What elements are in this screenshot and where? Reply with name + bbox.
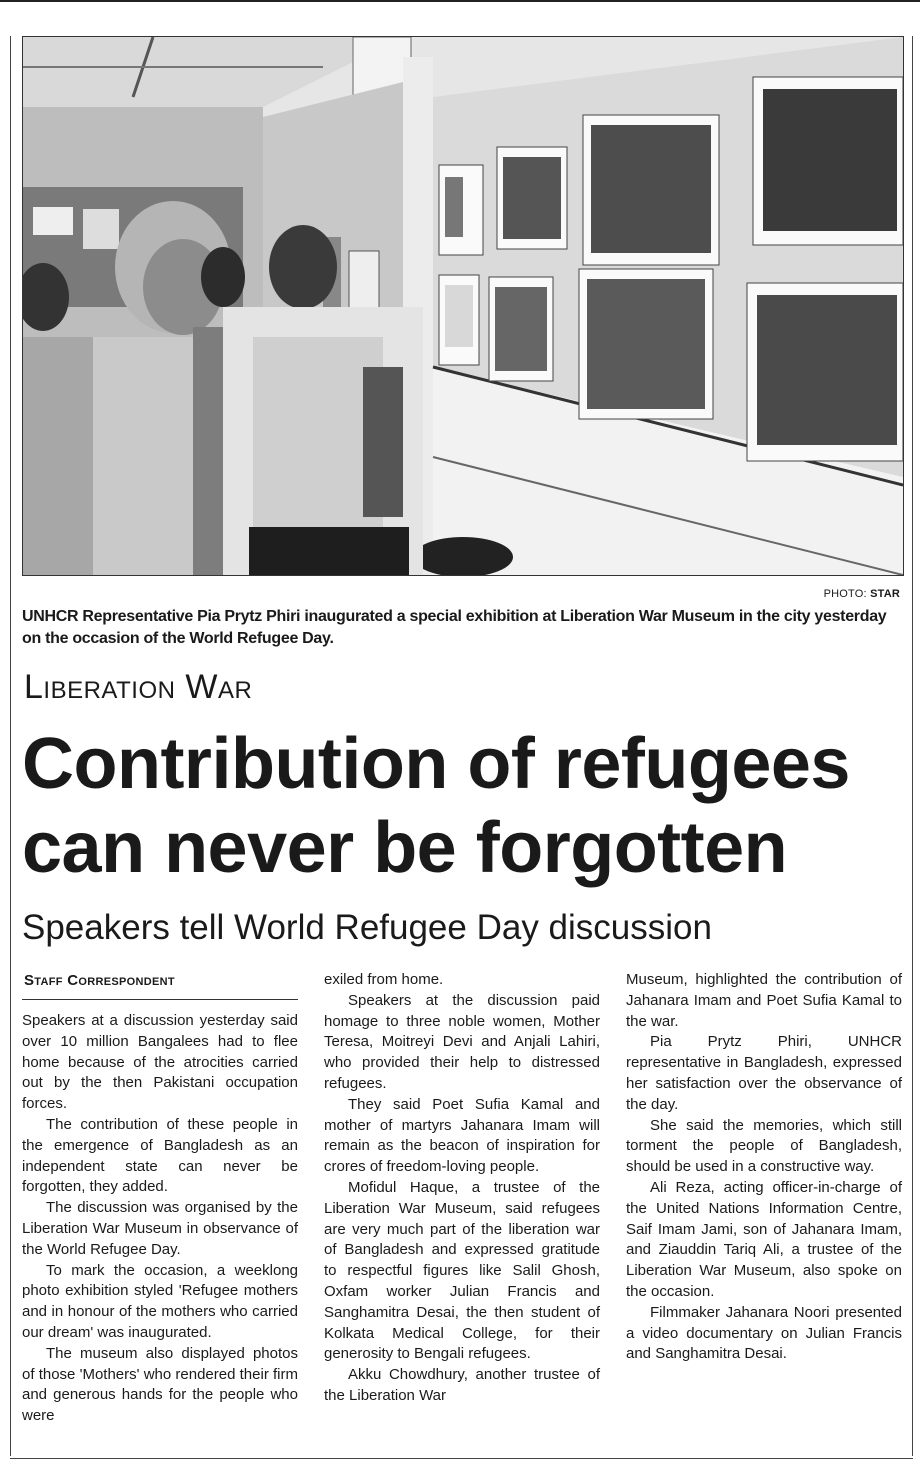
- paragraph: Speakers at a discussion yesterday said over 10 million Bangalees had to flee home because of the atrocities carried out by the then Pakistani occupation forces.: [22, 1012, 298, 1113]
- photo-credit: PHOTO: STAR: [823, 588, 900, 600]
- exhibition-photo-illustration: [23, 37, 903, 575]
- paragraph: Speakers at the discussion paid homage to three noble women, Mother Teresa, Moitreyi Devi and Anjali Lahiri, who provided their help to distressed refugees.: [324, 991, 600, 1092]
- article-column-2: [324, 970, 600, 1407]
- paragraph: She said the memories, which still torment the people of Bangladesh, should be used in a constructive way.: [626, 1116, 902, 1176]
- top-rule: [0, 0, 920, 2]
- left-column-rule: [10, 36, 11, 1456]
- paragraph: The contribution of these people in the emergence of Bangladesh as an independent state can never be forgotten, they added.: [22, 1115, 298, 1196]
- paragraph: Akku Chowdhury, another trustee of the Liberation War: [324, 1366, 600, 1404]
- byline-rule: [22, 999, 298, 1000]
- article-column-3: [626, 970, 902, 1365]
- paragraph: The discussion was organised by the Liberation War Museum in observance of the World Refugee Day.: [22, 1199, 298, 1258]
- paragraph: Mofidul Haque, a trustee of the Liberation War Museum, said refugees are very much part of the liberation war of Bangladesh and expressed gratitude to respectful figures like Salil Ghosh, Oxfam worker Julian Francis and Sanghamitra Desai, the then student of Kolkata Medical College, for their generosity to Bengali refugees.: [324, 1178, 600, 1363]
- paragraph: The museum also displayed photos of those 'Mothers' who rendered their firm and generous hands for the people who were: [22, 1344, 298, 1425]
- paragraph: Museum, highlighted the contribution of Jahanara Imam and Poet Sufia Kamal to the war.: [626, 971, 902, 1030]
- subheadline: Speakers tell World Refugee Day discussion: [22, 908, 712, 947]
- article-column-1: [22, 1011, 298, 1427]
- paragraph: Ali Reza, acting officer-in-charge of the United Nations Information Centre, Saif Imam Jami, son of Jahanara Imam, and Ziauddin Tariq Ali, a trustee of the Liberation War Museum, also spoke on the occasion.: [626, 1178, 902, 1300]
- right-column-rule: [912, 36, 913, 1456]
- section-kicker: Liberation War: [24, 668, 253, 706]
- headline-line-2: can never be forgotten: [22, 808, 788, 888]
- paragraph: Filmmaker Jahanara Noori presented a video documentary on Julian Francis and Sanghamitra Desai.: [626, 1303, 902, 1363]
- headline: [22, 722, 912, 890]
- paragraph: They said Poet Sufia Kamal and mother of martyrs Jahanara Imam will remain as the beacon of inspiration for crores of freedom-loving people.: [324, 1095, 600, 1176]
- exhibition-photo: [22, 36, 904, 576]
- byline: Staff Correspondent: [24, 972, 175, 989]
- paragraph: To mark the occasion, a weeklong photo exhibition styled 'Refugee mothers and in honour of the mothers who carried our dream' was inaugurated.: [22, 1261, 298, 1341]
- headline-line-1: Contribution of refugees: [22, 724, 850, 804]
- bottom-rule: [10, 1458, 913, 1459]
- paragraph: exiled from home.: [324, 971, 444, 988]
- photo-caption: UNHCR Representative Pia Prytz Phiri inaugurated a special exhibition at Liberation War Museum in the city yesterday on the occasion of the World Refugee Day.: [22, 608, 887, 647]
- paragraph: Pia Prytz Phiri, UNHCR representative in Bangladesh, expressed her satisfaction over the observance of the day.: [626, 1033, 902, 1113]
